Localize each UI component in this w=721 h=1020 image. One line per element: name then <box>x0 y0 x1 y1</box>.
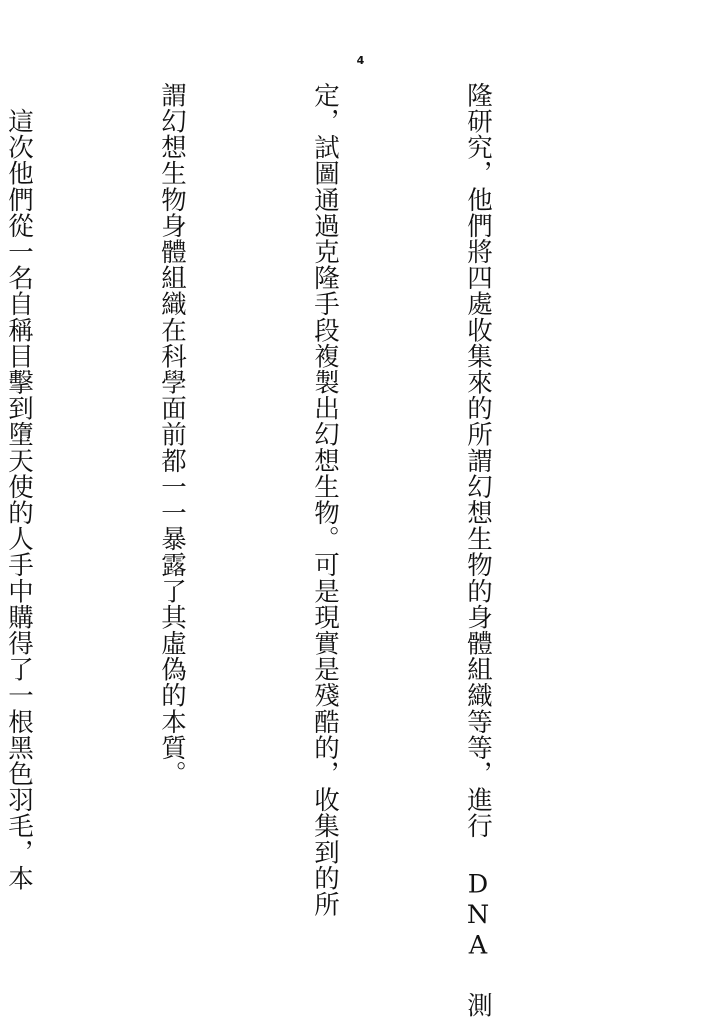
text-line-3: 謂幻想生物身體組織在科學面前都一一暴露了其虛偽的本質。 <box>157 82 187 787</box>
vertical-text-body <box>0 82 605 1018</box>
text-line-1: 隆研究，他們將四處收集來的所謂幻想生物的身體組織等等，進行 DNA 測 <box>463 82 493 1018</box>
page-number: 4 <box>356 54 365 67</box>
text-line-2: 定，試圖通過克隆手段複製出幻想生物。可是現實是殘酷的，收集到的所 <box>310 82 340 918</box>
text-line-4: 這次他們從一名自稱目擊到墮天使的人手中購得了一根黑色羽毛，本 <box>4 82 34 892</box>
